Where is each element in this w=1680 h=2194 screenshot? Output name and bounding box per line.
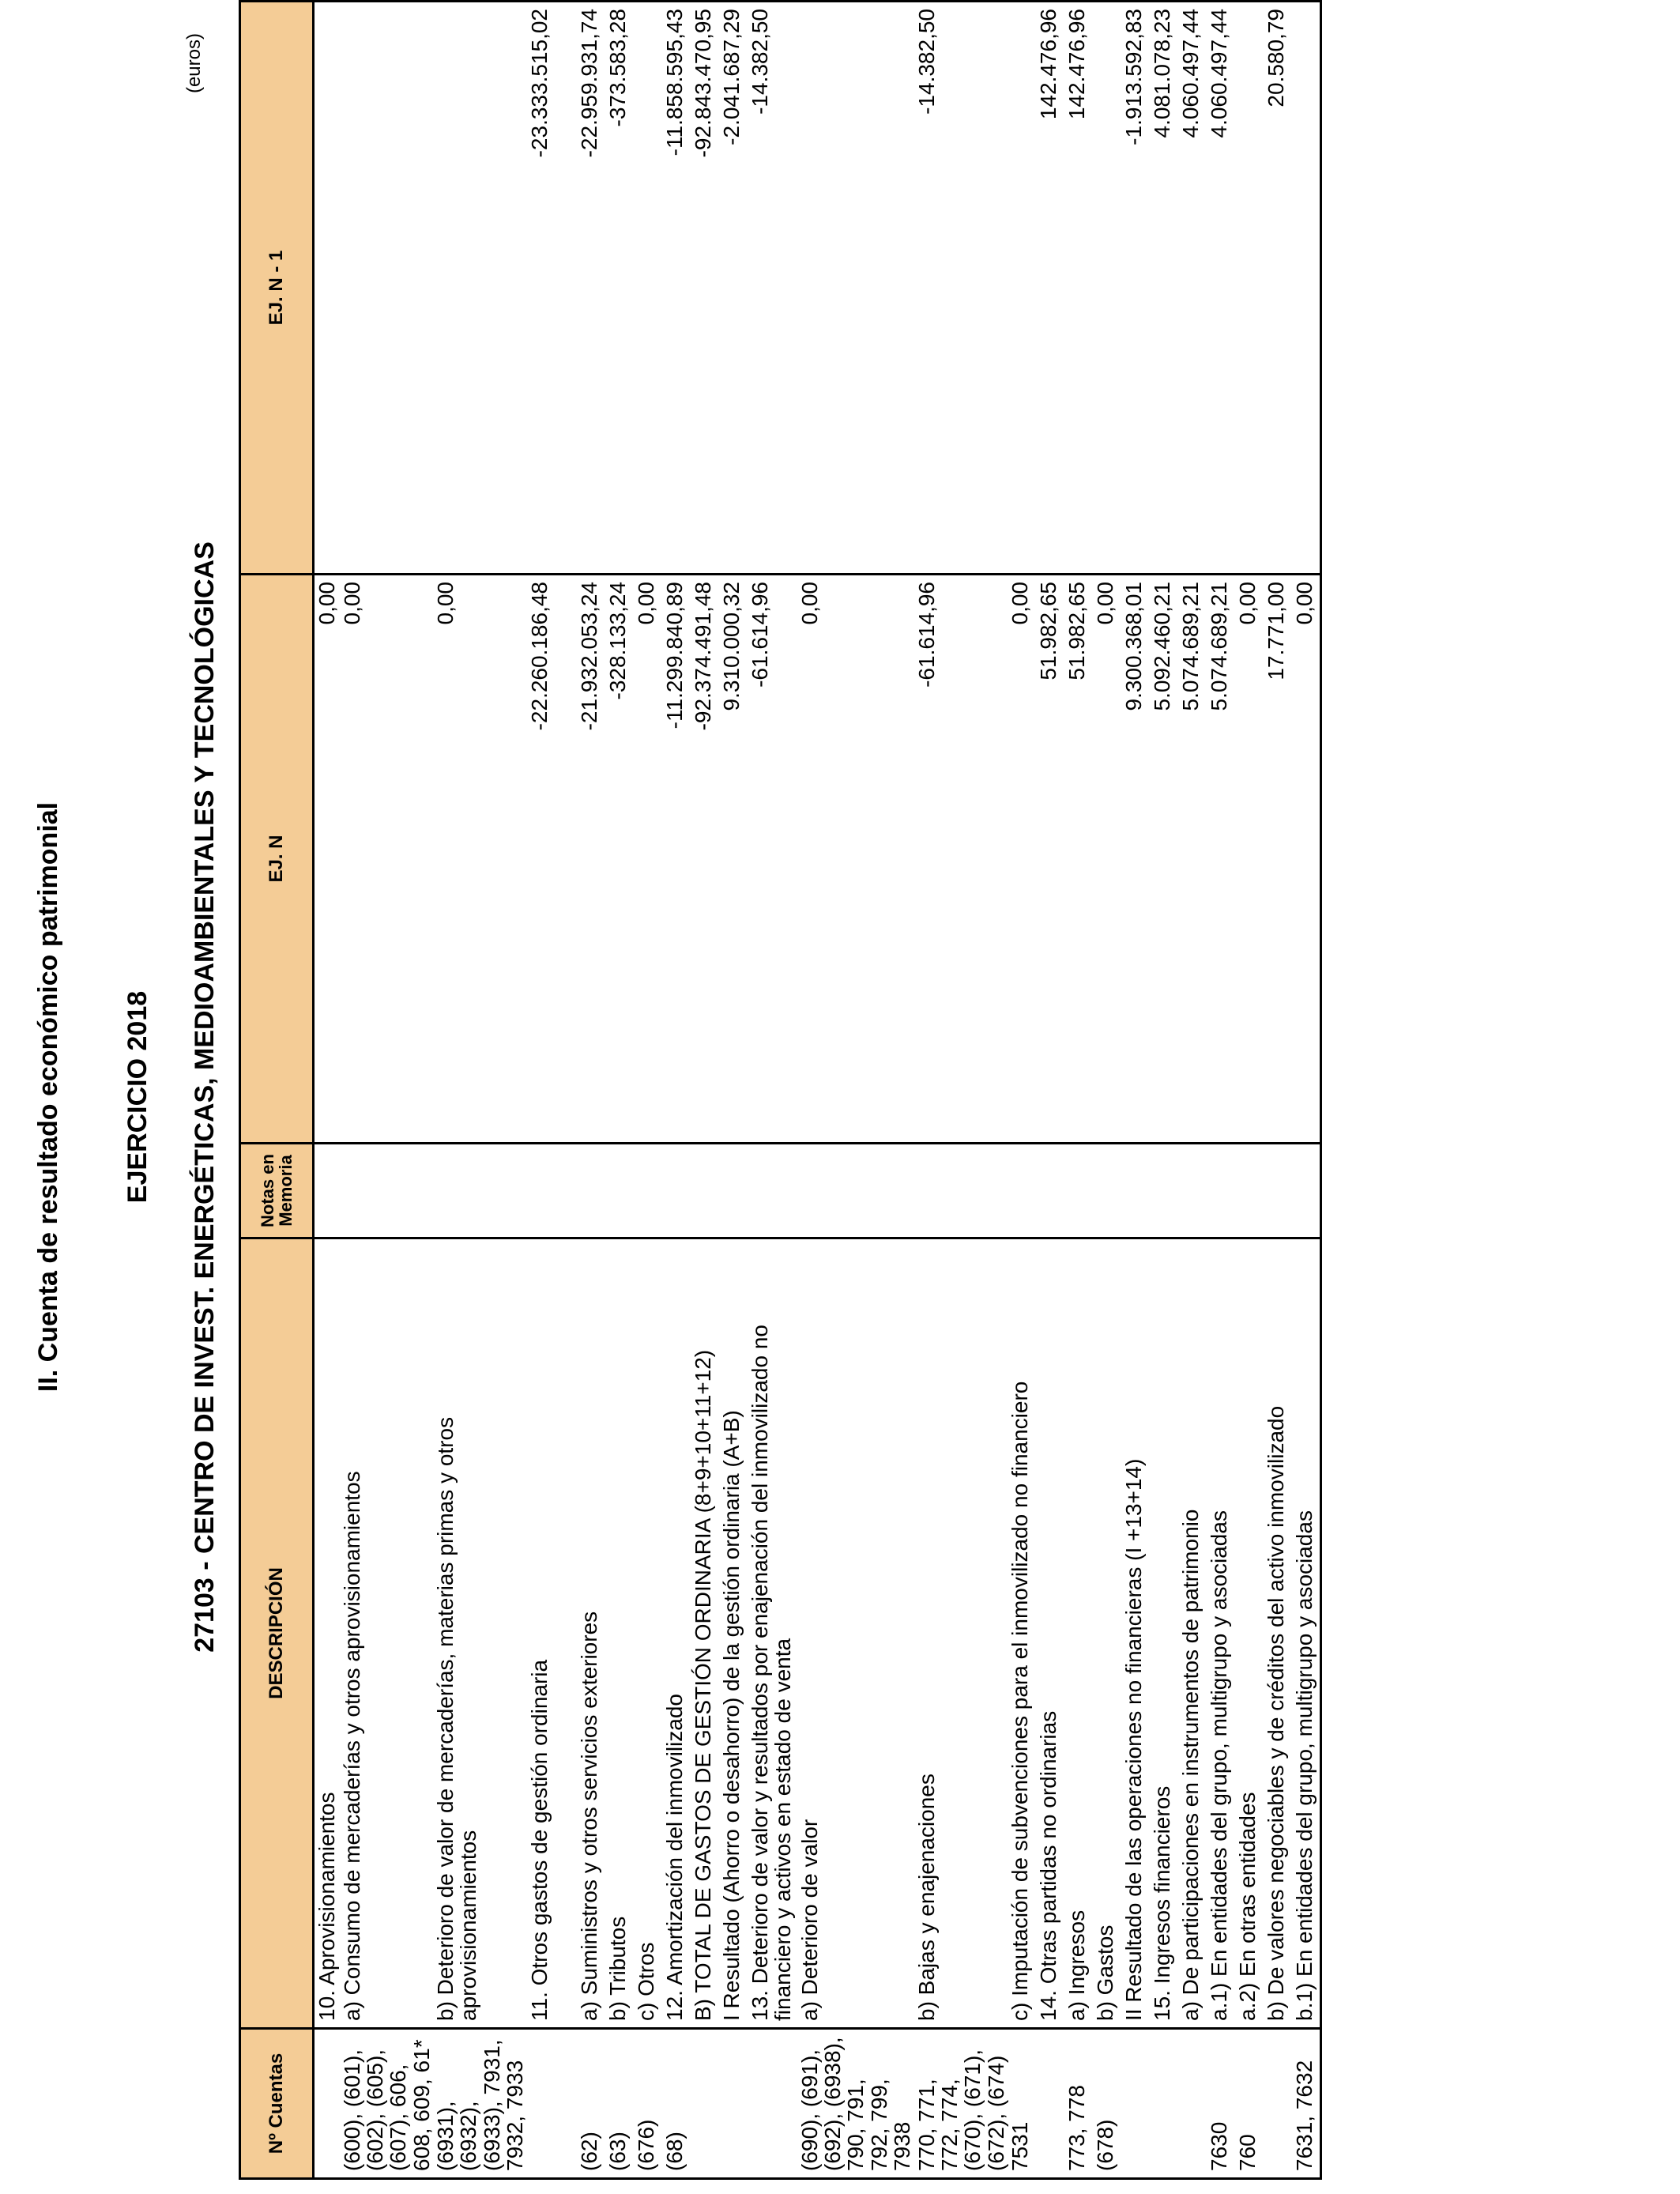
income-statement-table — [239, 0, 1322, 2180]
cell-descripcion: I Resultado (Ahorro o desahorro) de la gestión ordinaria (A+B) — [719, 1238, 748, 2029]
cell-descripcion: 12. Amortización del inmovilizado — [662, 1238, 691, 2029]
cell-ej-n1 — [433, 2, 527, 575]
cell-ej-n: 5.074.689,21 — [1207, 575, 1235, 1144]
cell-descripcion: 13. Deterioro de valor y resultados por enajenación del inmovilizado no financiero y activos en estado de venta — [748, 1238, 797, 2029]
table-row — [797, 2, 914, 2179]
cell-notas — [634, 1144, 662, 1238]
cell-ej-n1 — [1008, 2, 1036, 575]
table-row — [1036, 2, 1064, 2179]
cell-descripcion: II Resultado de las operaciones no financieras (I +13+14) — [1121, 1238, 1150, 2029]
cell-cuentas: (68) — [662, 2029, 691, 2179]
cell-ej-n: 0,00 — [433, 575, 527, 1144]
cell-notas — [1150, 1144, 1178, 1238]
cell-ej-n1: -22.959.931,74 — [577, 2, 605, 575]
cell-ej-n1 — [1235, 2, 1264, 575]
cell-notas — [1008, 1144, 1036, 1238]
cell-ej-n: 0,00 — [634, 575, 662, 1144]
cell-ej-n1: -11.858.595,43 — [662, 2, 691, 575]
table-row — [691, 2, 719, 2179]
cell-ej-n: -11.299.840,89 — [662, 575, 691, 1144]
cell-ej-n: -21.932.053,24 — [577, 575, 605, 1144]
cell-descripcion: b.1) En entidades del grupo, multigrupo y asociadas — [1292, 1238, 1320, 2029]
cell-ej-n: 9.300.368,01 — [1121, 575, 1150, 1144]
cell-ej-n1: 20.580,79 — [1264, 2, 1292, 575]
fiscal-year: EJERCICIO 2018 — [122, 990, 153, 1204]
cell-notas — [1064, 1144, 1093, 1238]
cell-notas — [527, 1144, 577, 1238]
cell-cuentas: 7630 — [1207, 2029, 1235, 2179]
currency-unit: (euros) — [183, 33, 205, 94]
table-row — [1264, 2, 1292, 2179]
table-row — [1207, 2, 1235, 2179]
cell-notas — [662, 1144, 691, 1238]
table-row — [605, 2, 634, 2179]
cell-ej-n1: 4.060.497,44 — [1178, 2, 1207, 575]
table-row — [1064, 2, 1093, 2179]
cell-ej-n1: -14.382,50 — [748, 2, 797, 575]
cell-notas — [314, 1144, 340, 1238]
cell-ej-n: 0,00 — [340, 575, 434, 1144]
cell-ej-n1: -14.382,50 — [914, 2, 1008, 575]
cell-notas — [914, 1144, 1008, 1238]
cell-notas — [1036, 1144, 1064, 1238]
cell-ej-n: -22.260.186,48 — [527, 575, 577, 1144]
table-row — [662, 2, 691, 2179]
cell-descripcion: 15. Ingresos financieros — [1150, 1238, 1178, 2029]
cell-ej-n: 51.982,65 — [1064, 575, 1093, 1144]
cell-cuentas: (676) — [634, 2029, 662, 2179]
cell-cuentas: (690), (691), (692), (6938), 790, 791, 792, 799, 7938 — [797, 2029, 914, 2179]
cell-cuentas — [527, 2029, 577, 2179]
cell-notas — [340, 1144, 434, 1238]
cell-ej-n: -328.133,24 — [605, 575, 634, 1144]
cell-ej-n1: 4.081.078,23 — [1150, 2, 1178, 575]
cell-descripcion: a) De participaciones en instrumentos de patrimonio — [1178, 1238, 1207, 2029]
entity-name: 27103 - CENTRO DE INVEST. ENERGÉTICAS, MEDIOAMBIENTALES Y TECNOLÓGICAS — [190, 541, 220, 1653]
cell-descripcion: c) Otros — [634, 1238, 662, 2029]
cell-ej-n1 — [1093, 2, 1121, 575]
cell-ej-n1: -2.041.687,29 — [719, 2, 748, 575]
cell-cuentas: 773, 778 — [1064, 2029, 1093, 2179]
cell-ej-n: -92.374.491,48 — [691, 575, 719, 1144]
cell-cuentas — [1036, 2029, 1064, 2179]
table-row — [748, 2, 797, 2179]
cell-notas — [433, 1144, 527, 1238]
table-row — [577, 2, 605, 2179]
table-row — [634, 2, 662, 2179]
col-header-ej-n: EJ. N — [240, 575, 314, 1144]
cell-ej-n: 51.982,65 — [1036, 575, 1064, 1144]
col-header-notas: Notas en Memoria — [240, 1144, 314, 1238]
cell-ej-n1: 142.476,96 — [1036, 2, 1064, 575]
cell-descripcion: a) Deterioro de valor — [797, 1238, 914, 2029]
cell-ej-n1: -23.333.515,02 — [527, 2, 577, 575]
table-row — [433, 2, 527, 2179]
cell-cuentas — [719, 2029, 748, 2179]
cell-ej-n: 9.310.000,32 — [719, 575, 748, 1144]
cell-ej-n1: -92.843.470,95 — [691, 2, 719, 575]
cell-descripcion: a.1) En entidades del grupo, multigrupo y asociadas — [1207, 1238, 1235, 2029]
cell-ej-n: -61.614,96 — [914, 575, 1008, 1144]
report-title: II. Cuenta de resultado económico patrimonial — [33, 801, 63, 1393]
cell-notas — [1121, 1144, 1150, 1238]
table-row — [1093, 2, 1121, 2179]
cell-cuentas — [314, 2029, 340, 2179]
cell-descripcion: b) Gastos — [1093, 1238, 1121, 2029]
cell-cuentas — [1178, 2029, 1207, 2179]
cell-cuentas: (678) — [1093, 2029, 1121, 2179]
cell-descripcion: a.2) En otras entidades — [1235, 1238, 1264, 2029]
cell-descripcion: a) Ingresos — [1064, 1238, 1093, 2029]
cell-ej-n: 0,00 — [1008, 575, 1036, 1144]
cell-notas — [1292, 1144, 1320, 1238]
cell-cuentas: (600), (601), (602), (605), (607), 606, 608, 609, 61* — [340, 2029, 434, 2179]
cell-cuentas: 770, 771, 772, 774, (670), (671), (672), (674) — [914, 2029, 1008, 2179]
cell-cuentas — [748, 2029, 797, 2179]
col-header-ej-n1: EJ. N - 1 — [240, 2, 314, 575]
cell-notas — [605, 1144, 634, 1238]
table-row — [1178, 2, 1207, 2179]
cell-ej-n: 0,00 — [1292, 575, 1320, 1144]
cell-notas — [797, 1144, 914, 1238]
cell-ej-n: 17.771,00 — [1264, 575, 1292, 1144]
cell-descripcion: b) De valores negociables y de créditos del activo inmovilizado — [1264, 1238, 1292, 2029]
table-row — [719, 2, 748, 2179]
cell-ej-n: 5.092.460,21 — [1150, 575, 1178, 1144]
table-row — [1292, 2, 1320, 2179]
cell-ej-n1 — [314, 2, 340, 575]
cell-ej-n: 0,00 — [1235, 575, 1264, 1144]
cell-ej-n1 — [797, 2, 914, 575]
cell-ej-n: 0,00 — [1093, 575, 1121, 1144]
table-row — [1150, 2, 1178, 2179]
cell-descripcion: 11. Otros gastos de gestión ordinaria — [527, 1238, 577, 2029]
cell-notas — [1264, 1144, 1292, 1238]
col-header-cuentas: Nº Cuentas — [240, 2029, 314, 2179]
cell-descripcion: c) Imputación de subvenciones para el inmovilizado no financiero — [1008, 1238, 1036, 2029]
cell-cuentas — [1150, 2029, 1178, 2179]
cell-notas — [1178, 1144, 1207, 1238]
table-row — [1008, 2, 1036, 2179]
cell-ej-n1: 4.060.497,44 — [1207, 2, 1235, 575]
cell-ej-n1 — [340, 2, 434, 575]
cell-notas — [1207, 1144, 1235, 1238]
cell-descripcion: b) Deterioro de valor de mercaderías, materias primas y otros aprovisionamientos — [433, 1238, 527, 2029]
table-row — [527, 2, 577, 2179]
cell-ej-n1 — [634, 2, 662, 575]
cell-notas — [1093, 1144, 1121, 1238]
cell-cuentas: 7631, 7632 — [1292, 2029, 1320, 2179]
cell-cuentas: (63) — [605, 2029, 634, 2179]
table-row — [340, 2, 434, 2179]
cell-descripcion: b) Tributos — [605, 1238, 634, 2029]
table-body — [314, 2, 1321, 2179]
cell-cuentas — [1264, 2029, 1292, 2179]
cell-cuentas: (6931), (6932), (6933), 7931, 7932, 7933 — [433, 2029, 527, 2179]
cell-ej-n: -61.614,96 — [748, 575, 797, 1144]
cell-cuentas: 760 — [1235, 2029, 1264, 2179]
cell-notas — [748, 1144, 797, 1238]
cell-ej-n1: 142.476,96 — [1064, 2, 1093, 575]
table-header-row — [240, 2, 314, 2179]
cell-descripcion: 14. Otras partidas no ordinarias — [1036, 1238, 1064, 2029]
cell-ej-n1: -1.913.592,83 — [1121, 2, 1150, 575]
cell-ej-n: 0,00 — [797, 575, 914, 1144]
cell-cuentas: (62) — [577, 2029, 605, 2179]
table-row — [1235, 2, 1264, 2179]
cell-cuentas — [1121, 2029, 1150, 2179]
table-row — [914, 2, 1008, 2179]
cell-descripcion: B) TOTAL DE GASTOS DE GESTIÓN ORDINARIA (8+9+10+11+12) — [691, 1238, 719, 2029]
cell-ej-n1 — [1292, 2, 1320, 575]
cell-cuentas: 7531 — [1008, 2029, 1036, 2179]
cell-notas — [577, 1144, 605, 1238]
cell-descripcion: b) Bajas y enajenaciones — [914, 1238, 1008, 2029]
cell-notas — [719, 1144, 748, 1238]
table-row — [314, 2, 340, 2179]
cell-ej-n: 5.074.689,21 — [1178, 575, 1207, 1144]
col-header-descripcion: DESCRIPCIÓN — [240, 1238, 314, 2029]
cell-descripcion: a) Consumo de mercaderías y otros aprovisionamientos — [340, 1238, 434, 2029]
cell-notas — [1235, 1144, 1264, 1238]
cell-ej-n: 0,00 — [314, 575, 340, 1144]
table-row — [1121, 2, 1150, 2179]
cell-ej-n1: -373.583,28 — [605, 2, 634, 575]
cell-descripcion: 10. Aprovisionamientos — [314, 1238, 340, 2029]
cell-notas — [691, 1144, 719, 1238]
cell-cuentas — [691, 2029, 719, 2179]
cell-descripcion: a) Suministros y otros servicios exteriores — [577, 1238, 605, 2029]
